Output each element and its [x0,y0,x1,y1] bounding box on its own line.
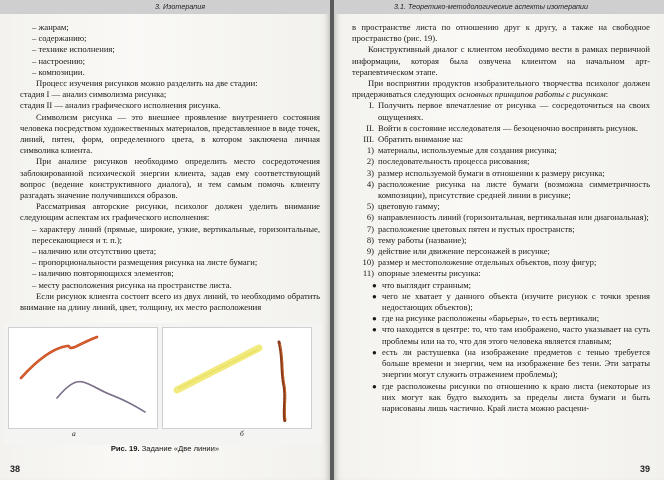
list-item [352,257,650,268]
list-text: расположение цветовых пятен и пустых пространств; [378,223,575,234]
list-item: – наличию или отсутствию цвета; [20,246,320,257]
list-item [352,134,650,145]
list-number: 9) [366,246,374,257]
paragraph: Если рисунок клиента состоит всего из двух линий, то необходимо обратить внимание на длину линий, цвет, толщину, их место расположения [20,290,320,313]
list-item: – пропорциональности размещения рисунка на листе бумаги; [20,257,320,268]
bullet-text: где расположены рисунки по отношению к краю листа (некоторые из них могут как будто выходить за пределы листа бумаги и быть нарисованы лишь частично. Край листа можно расцени- [382,380,650,413]
list-text: тему работы (название); [378,234,467,245]
list-text: цветовую гамму; [378,201,440,212]
running-header [334,0,664,14]
bullet-item [352,381,650,415]
list-text: направленность линий (горизонтальная, вертикальная или диагональная); [378,212,649,223]
caption-number: Рис. 19. [110,444,140,453]
list-item [352,179,650,201]
list-number: 3) [366,167,374,178]
list-item: – месту расположения рисунка на пространстве листа. [20,280,320,291]
list-number: 6) [366,212,374,223]
stage-line: стадия II — анализ графического исполнения рисунка. [20,100,221,111]
paragraph: Процесс изучения рисунков можно разделить на две стадии: [36,78,258,89]
paragraph [352,78,650,100]
list-item: – композиции. [20,67,320,78]
list-text: размер используемой бумаги в отношении к размеру рисунка; [378,167,605,178]
figure-label-b: б [240,429,244,438]
list-number: 2) [366,156,374,167]
bullet-icon: ● [372,314,377,324]
list-item: – технике исполнения; [20,44,320,55]
right-body-text [352,22,650,414]
bullet-icon: ● [372,280,377,290]
list-item: – жанрам; [20,22,320,33]
list-text: действие или движение персонажей в рисунке; [378,246,550,257]
list-item [352,235,650,246]
bullet-item [352,324,650,346]
list-item [352,145,650,156]
list-item [352,246,650,257]
list-number: 8) [366,234,374,245]
list-number: I. [368,100,374,111]
bullet-item [352,347,650,381]
running-header [0,0,330,14]
list-item: – характеру линий (прямые, широкие, узкие, вертикальные, горизонтальные, пересекающиеся и т. п.); [20,224,320,246]
list-item [352,201,650,212]
list-number: 7) [366,223,374,234]
list-item [352,224,650,235]
header-title: 3. Изотерапия [155,2,206,11]
list-item [352,168,650,179]
paragraph: Конструктивный диалог с клиентом необходимо вести в рамках первичной информации, которая была озвучена клиентом на начальном арт-терапевтическом этапе. [352,44,650,77]
caption-text: Задание «Две линии» [141,444,220,453]
figure-two-lines [4,323,322,445]
emphasis-text: основных принципов работы с рисунком [458,89,606,100]
list-item: – содержанию; [20,33,320,44]
bullet-text: где на рисунке расположены «барьеры», то есть вертикали; [382,313,600,324]
list-item [352,100,650,122]
list-text: расположение рисунка на листе бумаги (возможна симметричность композиции), присутствие средней линии в рисунке; [378,178,650,201]
list-number: 10) [362,257,374,268]
list-item [352,268,650,279]
header-title: 3.1. Теоретико-методологические аспекты изотерапии [394,2,588,11]
bullet-icon: ● [372,291,377,301]
list-item [352,212,650,223]
list-item: – настроению; [20,56,320,67]
drawing-b [163,328,311,428]
bullet-text: есть ли растушевка (на изображение предметов с тенью требуется больше времени и энергии, чем на изображение без тени. Эти затраты энергии могут служить отражением проблемы); [382,346,650,380]
list-number: II. [366,122,374,133]
list-text: последовательность процесса рисования; [378,156,530,167]
list-item: – наличию повторяющихся элементов; [20,268,320,279]
list-text: материалы, используемые для создания рисунка; [378,145,557,156]
bullet-text: что находится в центре: то, что там изображено, часто указывает на суть проблемы или на то, что для этого человека является главным; [382,324,650,346]
list-number: III. [363,134,374,145]
list-item [352,156,650,167]
list-number: 5) [366,201,374,212]
figure-panel-b [162,327,312,429]
paragraph: При анализе рисунков необходимо определить место сосредоточения заблокированной психической энергии клиента, задав ему соответствующий вопрос (ведение конструктивного диалога), и тем самым помочь клиенту разгадать значение получившихся образов. [20,156,320,201]
bullet-item [352,280,650,291]
paragraph: в пространстве листа по отношению друг к другу, а также на свободное пространство (рис. 19). [352,22,650,44]
paragraph: Символизм рисунка — это внешнее проявление внутреннего состояния человека посредством художественных материалов, представленное в виде точек, линий, пятен, форм, определенного цвета, в котором заключена личная символика клиента. [20,111,320,156]
list-item [352,123,650,134]
list-text: опорные элементы рисунка: [378,268,481,279]
stage-line: стадия I — анализ символизма рисунка; [20,89,167,100]
left-body-text [20,22,320,313]
paragraph-text: При восприятии продуктов изобразительного творчества психолог должен придерживаться следующих [352,78,650,100]
bullet-item [352,291,650,313]
page-number: 38 [10,464,21,474]
list-number: 11) [362,268,374,279]
bullet-icon: ● [372,325,377,335]
figure-label-a: а [72,429,76,438]
paragraph: Рассматривая авторские рисунки, психолог должен уделить внимание следующим аспектам их графического исполнения: [20,201,320,223]
bullet-icon: ● [372,381,377,391]
figure-caption [0,444,330,453]
drawing-a [9,328,157,428]
list-number: 4) [366,178,374,189]
left-page [0,0,330,480]
paragraph-text: : [605,89,609,100]
list-text: Войти в состояние исследователя — безоценочно воспринять рисунок. [378,122,639,133]
list-text: Получить первое впечатление от рисунка — сосредоточиться на своих ощущениях. [378,100,650,122]
page-number: 39 [639,464,650,474]
bullet-text: что выглядит странным; [382,279,472,290]
bullet-icon: ● [372,347,377,357]
bullet-text: чего не хватает у данного объекта (изучите рисунок с точки зрения недостающих объектов); [382,290,650,313]
figure-panel-a [8,327,158,429]
right-page [334,0,664,480]
list-text: размер и местоположение отдельных объектов, позу фигур; [378,257,597,268]
bullet-item [352,313,650,324]
list-number: 1) [366,145,374,156]
list-text: Обратить внимание на: [378,134,464,145]
